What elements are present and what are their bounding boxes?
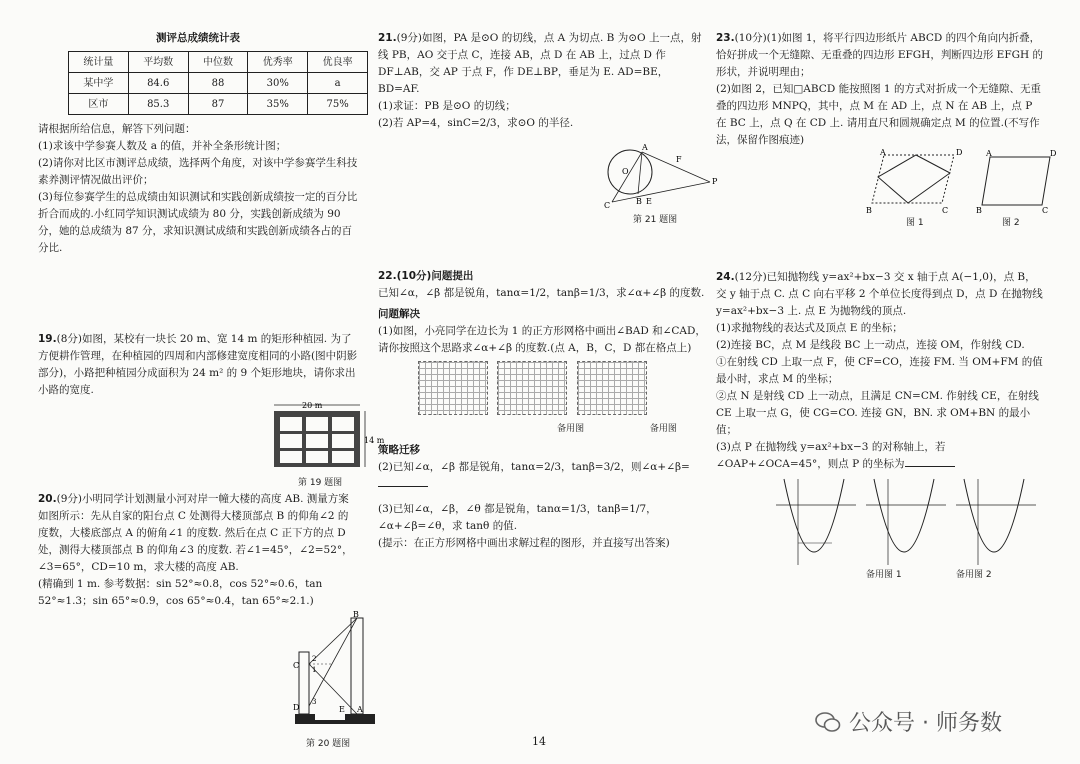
q23-text [716,30,1046,81]
q24-figures [716,473,1046,583]
parabola-spare-1 [866,479,946,565]
point-label: O [622,167,629,176]
q21-caption: 第 21 题图 [633,215,678,225]
point-label: D [956,148,963,157]
parabola-spare-2 [956,479,1036,565]
point-label: B [353,610,359,619]
watermark-text: 公众号 · 师务数 [849,711,1002,736]
q24-spare1-caption: 备用图 1 [866,570,902,580]
stats-table-title: 测评总成绩统计表 [156,32,240,44]
q22-sub1: 问题解决 [378,308,420,320]
table-cell: a [308,73,368,94]
q22-spare-captions [526,421,708,438]
q21-text [378,30,708,98]
point-label: A [986,149,992,158]
q22-sub2: 策略迁移 [378,444,420,456]
answer-blank [378,476,428,487]
q24-part2: (2)连接 BC，点 M 是线段 BC 上一动点，连接 OM，作射线 CD. [716,339,1025,351]
q20-note: (精确到 1 m. 参考数据：sin 52°≈0.8，cos 52°≈0.6，tan 52°≈1.3；sin 65°≈0.9，cos 65°≈0.4，tan 65°≈2.1.) [38,578,323,607]
q19-caption: 第 19 题图 [298,478,343,488]
height-label: 14 m [364,436,385,445]
table-cell: 88 [188,73,248,94]
point-label: A [880,148,886,157]
table-header: 统计量 [69,52,129,73]
q24-part2b: ②点 N 是射线 CD 上一动点，且满足 CN=CM. 作射线 CE，在射线 CE 上取一点 G，使 CG=CO. 连接 GN，BN. 求 OM+BN 的最小值； [716,390,1039,436]
parallelogram-abcd [976,149,1056,215]
width-label: 20 m [302,401,323,410]
table-cell: 35% [248,94,308,115]
q18-part3: (3)每位参赛学生的总成绩由知识测试和实践创新成绩按一定的百分比折合而成的.小红同学知识测试成绩为 80 分，实践创新成绩为 90 分，她的总成绩为 87 分，求知识测试成绩和实践创新成绩各占的百分比. [38,191,358,254]
question-number: 24. [716,271,735,283]
q22-grids [418,361,708,421]
circle-tangent-diagram [598,132,718,212]
q21-body: (9分)如图，PA 是⊙O 的切线，点 A 为切点. B 为⊙O 上一点，射线 PB，AO 交于点 C，连接 AB，点 D 在 AB 上，过点 D 作 DF⊥AB，交 AP 于点 F，作 DE⊥BP，垂足为 E. AD=BE，BD=AF. [378,32,702,95]
point-label: C [604,201,611,210]
q19-figure [38,399,385,491]
point-label: C [1042,206,1049,215]
watermark [815,706,1002,737]
parallelogram-fold-diagram [866,149,966,215]
column-left [38,30,385,750]
point-label: E [339,705,345,714]
q22-text3 [378,459,708,493]
q19-text [38,331,358,399]
table-cell: 84.6 [128,73,188,94]
table-cell: 区市 [69,94,129,115]
point-label: C [942,206,949,215]
spare-caption: 备用图 [557,424,585,434]
table-header-row [69,52,368,73]
point-label: D [1050,149,1057,158]
q20-body: (9分)小明同学计划测量小河对岸一幢大楼的高度 AB. 测量方案如图所示：先从自家的阳台点 C 处测得大楼顶部点 B 的仰角∠2 的度数，大楼底部点 A 的俯角∠1 的度数. 然后在点 C 正下方的点 D 处，测得大楼顶部点 B 的仰角∠3 的度数. 若∠1=45°，∠2=52°，∠3=65°，CD=10 m，求大楼的高度 AB. [38,493,353,573]
q18-intro: 请根据所给信息，解答下列问题： [38,123,196,135]
table-cell: 75% [308,94,368,115]
q24-part2a: ①在射线 CD 上取一点 F，使 CF=CO，连接 FM. 当 OM+FM 的值最小时，求点 M 的坐标； [716,356,1043,385]
question-number: 19. [38,333,57,345]
point-label: B [866,206,872,215]
q20-caption: 第 20 题图 [306,739,351,749]
q24-part1: (1)求抛物线的表达式及顶点 E 的坐标； [716,322,903,334]
wechat-icon [815,711,841,733]
q24-spare2-caption: 备用图 2 [956,570,992,580]
q21-part1: (1)求证：PB 是⊙O 的切线； [378,100,516,112]
q21-part2: (2)若 AP=4，sinC=2/3，求⊙O 的半径. [378,117,574,129]
q23-text2: (2)如图 2，已知□ABCD 能按照图 1 的方式对折成一个无缝隙、无重叠的四边形 MNPQ，其中，点 M 在 AD 上，点 N 在 AB 上，点 P 在 BC 上，点 Q 在 CD 上. 请用直尺和圆规确定点 M 的位置.(不写作法，保留作图痕迹) [716,83,1041,146]
q22-head [378,268,708,285]
angle-label: 1 [312,666,317,674]
q19-body: (8分)如图，某校有一块长 20 m、宽 14 m 的矩形种植园. 为了方便耕作管理，在种植园的四周和内部修建宽度相同的小路(图中阴影部分)，小路把种植园分成面积为 24 m² 的 9 个矩形地块，请你求出小路的宽度. [38,333,358,396]
point-label: D [293,703,300,712]
q20-figure [38,610,363,750]
table-row [69,73,368,94]
q22-text2: (1)如图，小亮同学在边长为 1 的正方形网格中画出∠BAD 和∠CAD，请你按照这个思路求∠α+∠β 的度数.(点 A，B，C，D 都在格点上) [378,325,706,354]
q20-text [38,491,358,576]
garden-diagram [270,401,385,471]
stats-table [68,51,368,115]
q22-hint: (提示：在正方形网格中画出求解过程的图形，并直接写出答案) [378,537,670,549]
answer-blank [905,456,955,467]
point-label: A [642,143,648,152]
table-header: 平均数 [128,52,188,73]
q24-body: (12分)已知抛物线 y=ax²+bx−3 交 x 轴于点 A(−1,0)，点 B，交 y 轴于点 C. 点 C 向右平移 2 个单位长度得到点 D，点 D 在抛物线 y=ax²+bx−3 上. 点 E 为抛物线的顶点. [716,271,1043,317]
q22-text4: (3)已知∠α，∠β，∠θ 都是锐角，tanα=1/3，tanβ=1/7，∠α+∠β=∠θ，求 tanθ 的值. [378,503,657,532]
grid-figure [418,361,488,415]
q18-part1: (1)求该中学参赛人数及 a 的值，并补全条形统计图； [38,140,287,152]
column-middle [378,30,718,552]
q23-fig2-caption: 图 2 [1002,218,1020,228]
point-label: P [712,177,718,186]
q21-figure [378,132,718,230]
point-label: F [676,155,682,164]
q23-fig1-caption: 图 1 [906,218,924,228]
grid-spare-1 [497,361,567,415]
point-label: B [976,206,982,215]
building-diagram [293,610,383,735]
point-label: A [357,705,363,714]
grid-spare-2 [577,361,647,415]
q23-body: (10分)(1)如图 1，将平行四边形纸片 ABCD 的四个角向内折叠，恰好拼成一个无缝隙、无重叠的四边形 EFGH，判断四边形 EFGH 的形状，并说明理由； [716,32,1044,78]
table-header: 优良率 [308,52,368,73]
point-label: C [293,661,300,670]
q22-part2: (2)已知∠α，∠β 都是锐角，tanα=2/3，tanβ=3/2，则∠α+∠β= [378,461,690,473]
table-header: 中位数 [188,52,248,73]
angle-label: 3 [312,698,317,706]
table-cell: 某中学 [69,73,129,94]
question-number: 20. [38,493,57,505]
parabola-diagrams [776,475,1046,567]
question-number: 23. [716,32,735,44]
point-label: E [646,197,652,206]
question-number: 22. [378,270,397,282]
q23-figures [716,148,1057,228]
spare-caption: 备用图 [649,424,677,434]
q24-text [716,269,1046,320]
q24-part3 [716,439,1046,473]
column-right [716,30,1057,583]
question-number: 21. [378,32,397,44]
table-cell: 87 [188,94,248,115]
page-number: 14 [532,735,546,748]
table-header: 优秀率 [248,52,308,73]
q18-part2: (2)请你对比区市测评总成绩，选择两个角度，对该中学参赛学生科技素养测评情况做出评价； [38,157,358,186]
q22-text1: 已知∠α，∠β 都是锐角，tanα=1/2，tanβ=1/3，求∠α+∠β 的度数. [378,287,705,299]
q24-part3-text: (3)点 P 在抛物线 y=ax²+bx−3 的对称轴上，若∠OAP+∠OCA=45°，则点 P 的坐标为 [716,441,946,470]
table-cell: 30% [248,73,308,94]
q22-heading: (10分)问题提出 [396,270,474,282]
point-label: B [636,197,642,206]
table-row [69,94,368,115]
angle-label: 2 [312,655,317,663]
parabola-main [776,479,856,565]
table-cell: 85.3 [128,94,188,115]
